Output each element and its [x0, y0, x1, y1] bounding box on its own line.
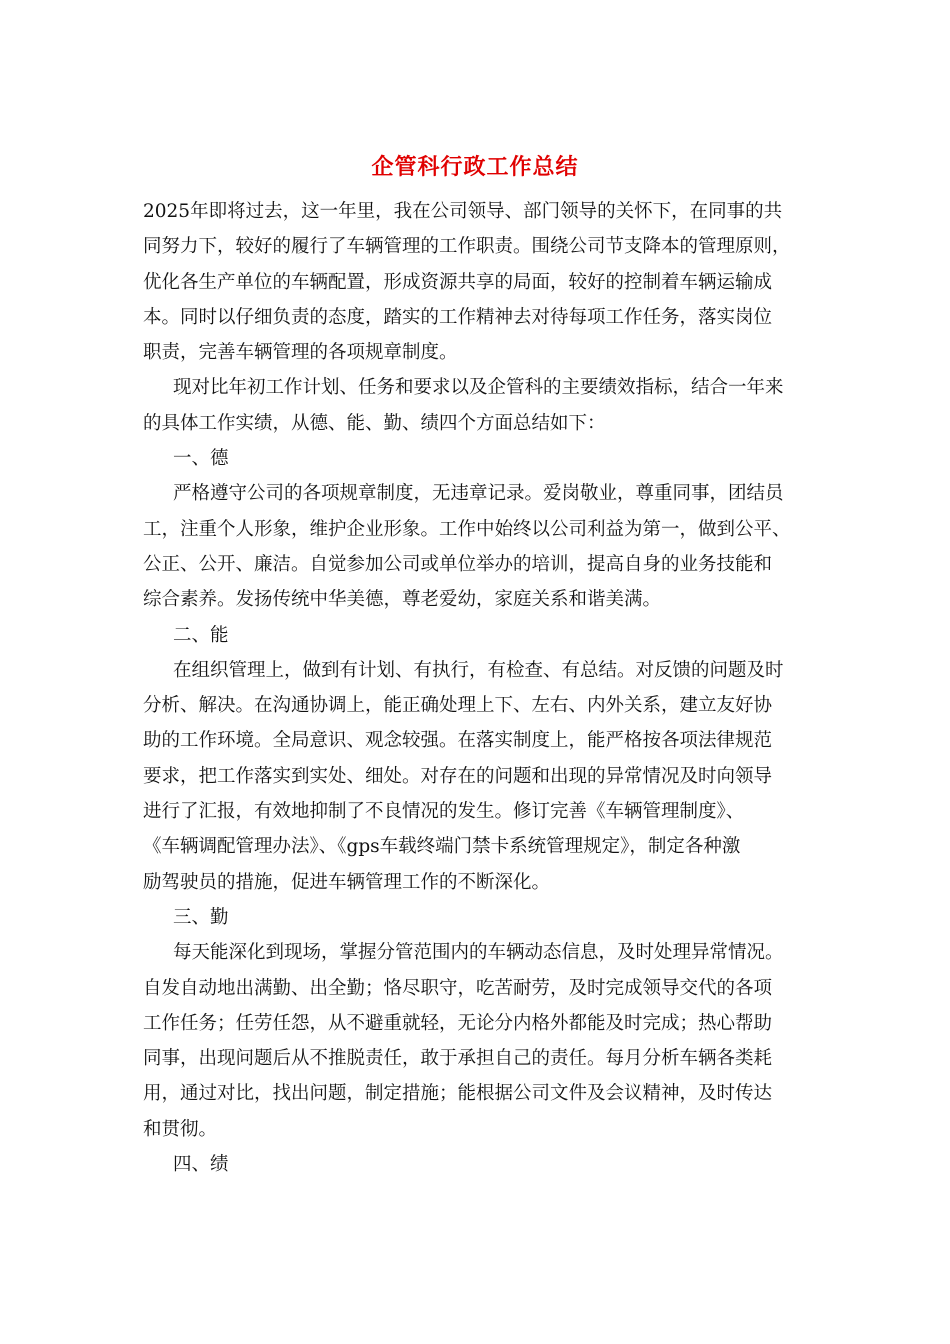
text-line: 现对比年初工作计划、任务和要求以及企管科的主要绩效指标，结合一年来: [173, 377, 784, 399]
section-heading-text: 一、德: [173, 448, 229, 470]
section-heading-neng: [143, 618, 811, 653]
section-heading-ji: [143, 1147, 811, 1182]
text-line: 2025年即将过去，这一年里，我在公司领导、部门领导的关怀下，在同事的共: [143, 201, 783, 222]
text-line: 和贯彻。: [143, 1118, 218, 1140]
text-line: 要求，把工作落实到实处、细处。对存在的问题和出现的异常情况及时向领导: [143, 765, 773, 787]
section-heading-text: 三、勤: [173, 906, 229, 928]
text-line: 严格遵守公司的各项规章制度，无违章记录。爱岗敬业，尊重同事，团结员: [173, 483, 784, 505]
text-line: 本。同时以仔细负责的态度，踏实的工作精神去对待每项工作任务，落实岗位: [143, 306, 773, 328]
section-heading-qin: [143, 900, 811, 935]
text-line: 公正、公开、廉洁。自觉参加公司或单位举办的培训，提高自身的业务技能和: [143, 553, 773, 575]
paragraph-overview: [143, 370, 811, 441]
paragraph-de: [143, 476, 811, 617]
text-line: 的具体工作实绩，从德、能、勤、绩四个方面总结如下：: [143, 412, 606, 434]
section-heading-text: 二、能: [173, 624, 229, 646]
section-heading-de: [143, 441, 811, 476]
text-line: 助的工作环境。全局意识、观念较强。在落实制度上，能严格按各项法律规范: [143, 730, 773, 752]
document-body: [143, 194, 811, 1182]
text-line: 自发自动地出满勤、出全勤；恪尽职守，吃苦耐劳，及时完成领导交代的各项: [143, 977, 773, 999]
text-line: 同事，出现问题后从不推脱责任，敢于承担自己的责任。每月分析车辆各类耗: [143, 1048, 773, 1070]
section-heading-text: 四、绩: [173, 1154, 229, 1176]
text-line: 《车辆调配管理办法》、《gps车载终端门禁卡系统管理规定》，制定各种激: [143, 836, 741, 858]
text-line: 综合素养。发扬传统中华美德，尊老爱幼，家庭关系和谐美满。: [143, 589, 662, 611]
text-line: 职责，完善车辆管理的各项规章制度。: [143, 342, 458, 364]
paragraph-neng: [143, 653, 811, 900]
text-line: 工，注重个人形象，维护企业形象。工作中始终以公司利益为第一，做到公平、: [143, 518, 791, 540]
text-line: 进行了汇报，有效地抑制了不良情况的发生。修订完善《车辆管理制度》、: [143, 801, 745, 823]
paragraph-qin: [143, 935, 811, 1147]
text-line: 分析、解决。在沟通协调上，能正确处理上下、左右、内外关系，建立友好协: [143, 695, 773, 717]
text-line: 励驾驶员的措施，促进车辆管理工作的不断深化。: [143, 871, 551, 893]
text-line: 工作任务；任劳任怨，从不避重就轻，无论分内格外都能及时完成；热心帮助: [143, 1012, 773, 1034]
text-line: 优化各生产单位的车辆配置，形成资源共享的局面，较好的控制着车辆运输成: [143, 271, 773, 293]
text-line: 同努力下，较好的履行了车辆管理的工作职责。围绕公司节支降本的管理原则，: [143, 236, 791, 258]
text-line: 每天能深化到现场，掌握分管范围内的车辆动态信息，及时处理异常情况。: [173, 942, 784, 964]
text-line: 用，通过对比，找出问题，制定措施；能根据公司文件及会议精神，及时传达: [143, 1083, 773, 1105]
paragraph-intro: [143, 194, 811, 370]
text-line: 在组织管理上，做到有计划、有执行，有检查、有总结。对反馈的问题及时: [173, 659, 784, 681]
document-title: 企管科行政工作总结: [371, 154, 579, 180]
